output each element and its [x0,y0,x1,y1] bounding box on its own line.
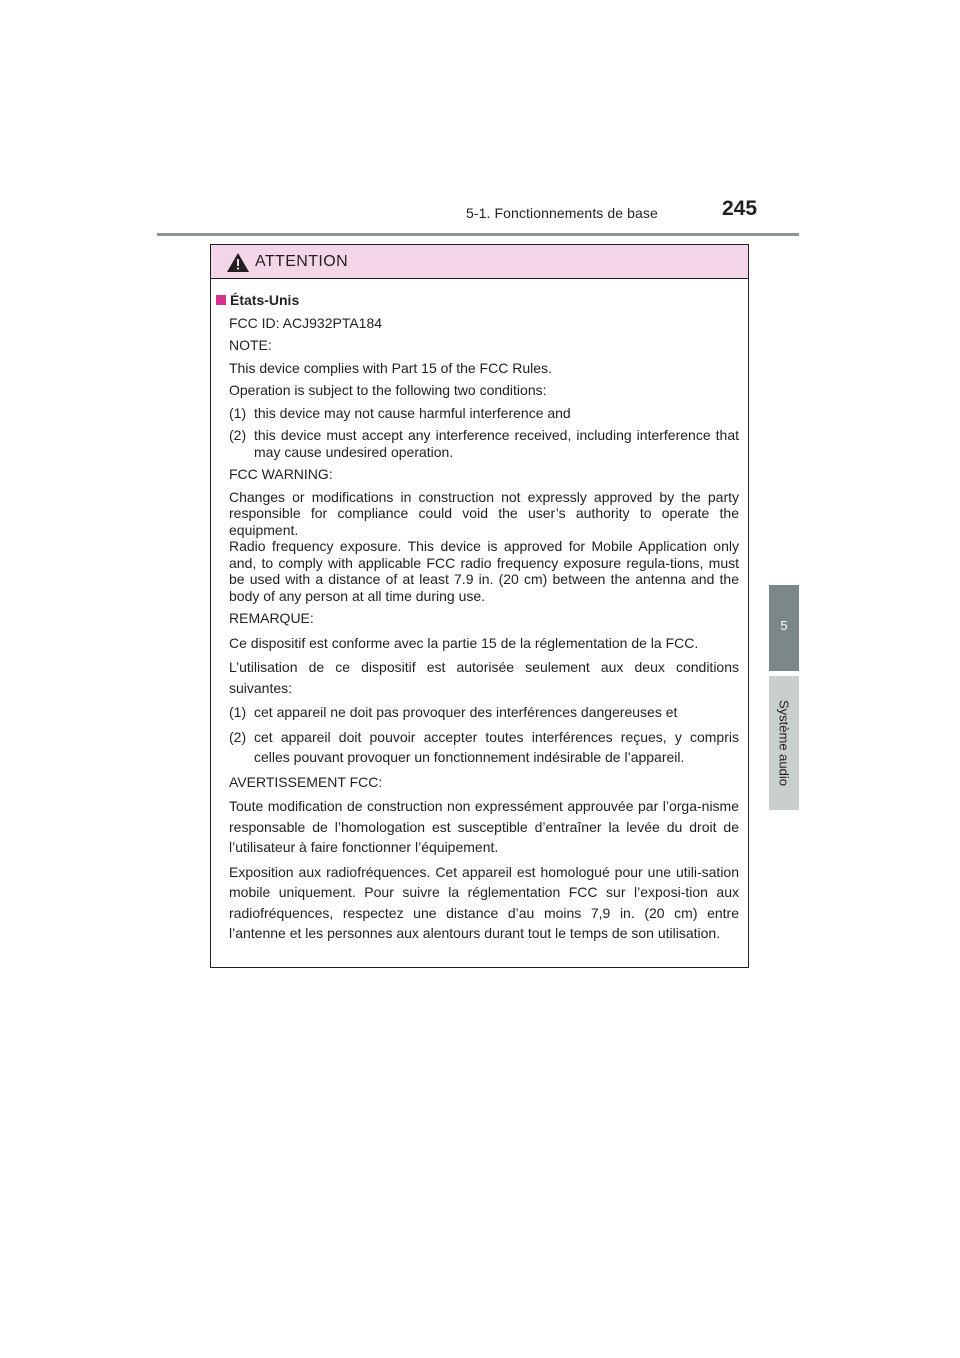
warning-triangle-icon [227,253,249,272]
chapter-tab-number [769,585,799,671]
avertissement-label: AVERTISSEMENT FCC: [229,773,383,790]
remarque-item-1-text: cet appareil ne doit pas provoquer des interférences dangereuses et [254,704,678,720]
remarque-label: REMARQUE: [229,610,314,626]
note-item-1 [229,405,739,422]
square-bullet-icon [216,295,226,305]
note-paragraph-2: Operation is subject to the following two conditions: [229,382,547,398]
remarque-item-2-number: (2) [229,728,247,745]
note-item-1-text: this device may not cause harmful interference and [254,404,571,421]
note-item-2-number: (2) [229,427,247,443]
fcc-warning-paragraph-2: Radio frequency exposure. This device is approved for Mobile Application only and, to comply with applicable FCC radio frequency exposure regula-tions, must be used with a distance of at least 7.9 in. (20 cm) between the antenna and the body of any person at all time during use. [229,538,739,604]
section-title-header: 5-1. Fonctionnements de base [466,205,658,221]
warning-header [211,245,748,279]
remarque-paragraph-1: Ce dispositif est conforme avec la partie 15 de la réglementation de la FCC. [229,634,699,651]
remarque-item-1 [229,702,739,723]
avertissement-paragraph-1: Toute modification de construction non expressément approuvée par l’orga-nisme responsable de l’homologation est susceptible d’entraîner la levée du droit de l’utilisateur à faire fonctionner l’équipement. [229,798,739,855]
note-item-2-text: this device must accept any interference received, including interference that may cause undesired operation. [254,427,739,460]
chapter-tab-title [769,676,799,810]
fcc-warning-paragraph-1: Changes or modifications in construction not expressly approved by the party responsible for compliance could void the user’s authority to operate the equipment. [229,488,739,538]
note-paragraph-1: This device complies with Part 15 of the FCC Rules. [229,359,552,376]
avertissement-paragraph-2: Exposition aux radiofréquences. Cet appareil est homologué pour une utili-sation mobile uniquement. Pour suivre la réglementation FCC sur l’exposi-tion aux radiofréquences, respectez une distance d’au moins 7,9 in. (20 cm) entre l’antenne et les personnes aux alentours durant tout le temps de son utilisation. [229,863,739,941]
section-heading [214,292,739,309]
warning-box [210,244,749,968]
warning-title: ATTENTION [255,253,349,270]
warning-body [211,279,748,944]
remarque-item-1-number: (1) [229,704,247,720]
header-divider [157,233,799,236]
note-label: NOTE: [229,337,272,353]
fcc-id: FCC ID: ACJ932PTA184 [229,314,383,331]
fcc-warning-label: FCC WARNING: [229,466,333,482]
remarque-item-2 [229,727,739,768]
note-item-2 [229,427,739,460]
page-number: 245 [722,197,758,220]
chapter-number: 5 [780,618,788,633]
remarque-item-2-text: cet appareil doit pouvoir accepter toutes interférences reçues, y compris celles pouvant provoquer un fonctionnement indésirable de l’appareil. [254,728,739,765]
chapter-title: Système audio [776,700,792,786]
section-heading-text: États-Unis [230,292,300,308]
remarque-paragraph-2: L’utilisation de ce dispositif est autorisée seulement aux deux conditions suivantes: [229,659,739,696]
note-item-1-number: (1) [229,404,247,421]
